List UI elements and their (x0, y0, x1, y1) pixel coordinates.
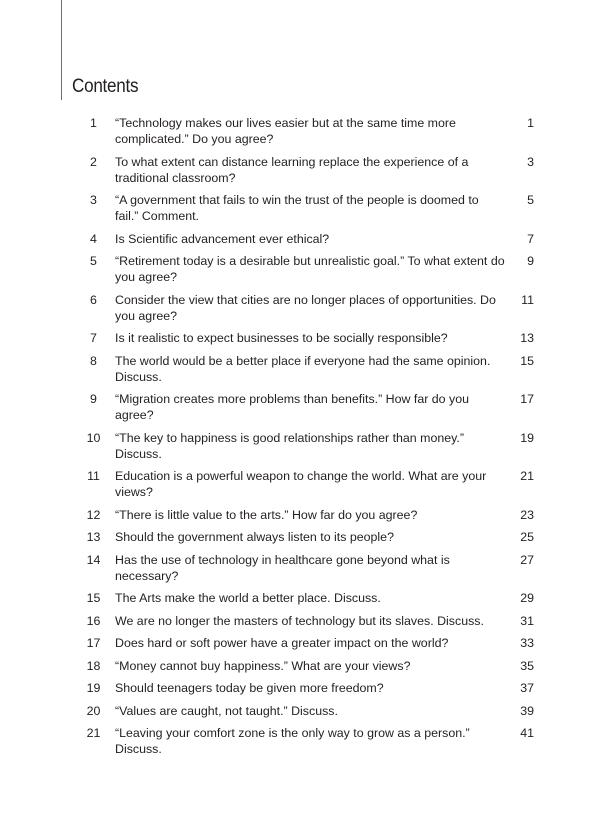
entry-page: 33 (520, 636, 534, 650)
entry-title: Should teenagers today be given more freedom? (115, 681, 384, 695)
entry-number: 10 (86, 430, 101, 445)
entry-page: 5 (527, 193, 534, 207)
entry-title: Education is a powerful weapon to change the world. What are your views? (115, 469, 487, 499)
entry-title: Is it realistic to expect businesses to be socially responsible? (115, 331, 448, 345)
toc-entry[interactable] (72, 529, 542, 545)
entry-title: “Technology makes our lives easier but at the same time more complicated.” Do you agree? (115, 116, 456, 146)
toc-entry[interactable] (72, 192, 542, 224)
entry-number: 3 (90, 193, 97, 207)
toc-entry[interactable] (72, 680, 542, 696)
entry-title: The world would be a better place if everyone had the same opinion. Discuss. (115, 353, 491, 384)
entry-page: 9 (527, 254, 534, 268)
entry-title: “Values are caught, not taught.” Discuss. (115, 703, 338, 718)
entry-number: 14 (86, 552, 101, 567)
entry-number: 2 (90, 154, 97, 169)
toc-entry[interactable] (72, 430, 542, 462)
entry-number: 20 (86, 703, 101, 718)
entry-number: 5 (90, 254, 97, 268)
entry-number: 1 (90, 116, 97, 130)
toc-entry[interactable] (72, 115, 542, 147)
toc-entry[interactable] (72, 231, 542, 247)
toc-entry[interactable] (72, 613, 542, 629)
entry-number: 8 (90, 353, 97, 368)
entry-number: 15 (86, 591, 101, 605)
entry-title: Consider the view that cities are no longer places of opportunities. Do you agree? (115, 292, 496, 323)
entry-page: 25 (520, 530, 534, 544)
toc-entry[interactable] (72, 253, 542, 285)
toc-entry[interactable] (72, 507, 542, 523)
entry-number: 6 (90, 292, 97, 307)
entry-title: “Leaving your comfort zone is the only way to grow as a person.” Discuss. (115, 726, 470, 756)
entry-title: “Retirement today is a desirable but unrealistic goal.” To what extent do you agree? (115, 254, 505, 284)
entry-page: 31 (520, 613, 534, 628)
entry-page: 3 (527, 154, 534, 169)
entry-page: 41 (520, 726, 534, 740)
entry-title: “Money cannot buy happiness.” What are your views? (115, 658, 411, 673)
entry-number: 19 (86, 681, 101, 695)
entry-title: “The key to happiness is good relationships rather than money.” Discuss. (115, 430, 464, 461)
entry-number: 16 (86, 613, 101, 628)
entry-title: We are no longer the masters of technology but its slaves. Discuss. (115, 613, 484, 628)
toc-entry[interactable] (72, 635, 542, 651)
entry-page: 7 (527, 231, 534, 246)
entry-title: Should the government always listen to its people? (115, 530, 394, 544)
entry-title: “Migration creates more problems than benefits.” How far do you agree? (115, 392, 469, 422)
entry-title: “A government that fails to win the trust of the people is doomed to fail.” Comment. (115, 193, 479, 223)
toc-entry[interactable] (72, 590, 542, 606)
entry-number: 12 (86, 507, 101, 522)
toc-entry[interactable] (72, 330, 542, 346)
entry-page: 39 (520, 703, 534, 718)
entry-title: Does hard or soft power have a greater impact on the world? (115, 636, 449, 650)
entry-page: 13 (520, 331, 534, 345)
entry-title: Is Scientific advancement ever ethical? (115, 231, 330, 246)
entry-page: 1 (527, 116, 534, 130)
entry-page: 17 (520, 392, 534, 406)
toc-entry[interactable] (72, 353, 542, 385)
toc-entry[interactable] (72, 292, 542, 324)
entry-page: 21 (520, 469, 534, 483)
toc-entry[interactable] (72, 703, 542, 719)
toc-entry[interactable] (72, 391, 542, 423)
entry-page: 27 (520, 552, 534, 567)
entry-page: 15 (520, 353, 534, 368)
entry-title: Has the use of technology in healthcare gone beyond what is necessary? (115, 552, 450, 583)
toc-entry[interactable] (72, 552, 542, 584)
entry-number: 4 (90, 231, 97, 246)
entry-page: 29 (520, 591, 534, 605)
table-of-contents (72, 115, 542, 764)
toc-entry[interactable] (72, 725, 542, 757)
entry-title: The Arts make the world a better place. Discuss. (115, 591, 381, 605)
entry-number: 17 (86, 636, 101, 650)
entry-page: 37 (520, 681, 534, 695)
entry-page: 19 (520, 430, 534, 445)
entry-page: 23 (520, 507, 534, 522)
entry-number: 21 (86, 726, 101, 740)
margin-rule (61, 0, 62, 100)
entry-number: 7 (90, 331, 97, 345)
entry-title: To what extent can distance learning replace the experience of a traditional classroom? (115, 154, 469, 185)
toc-entry[interactable] (72, 468, 542, 500)
entry-number: 9 (90, 392, 97, 406)
page-title: Contents (72, 76, 139, 97)
entry-number: 11 (87, 469, 100, 483)
toc-entry[interactable] (72, 658, 542, 674)
entry-page: 35 (520, 658, 534, 673)
entry-number: 13 (86, 530, 101, 544)
toc-entry[interactable] (72, 154, 542, 186)
entry-title: “There is little value to the arts.” How far do you agree? (115, 507, 418, 522)
entry-number: 18 (86, 658, 101, 673)
entry-page: 11 (521, 292, 534, 307)
